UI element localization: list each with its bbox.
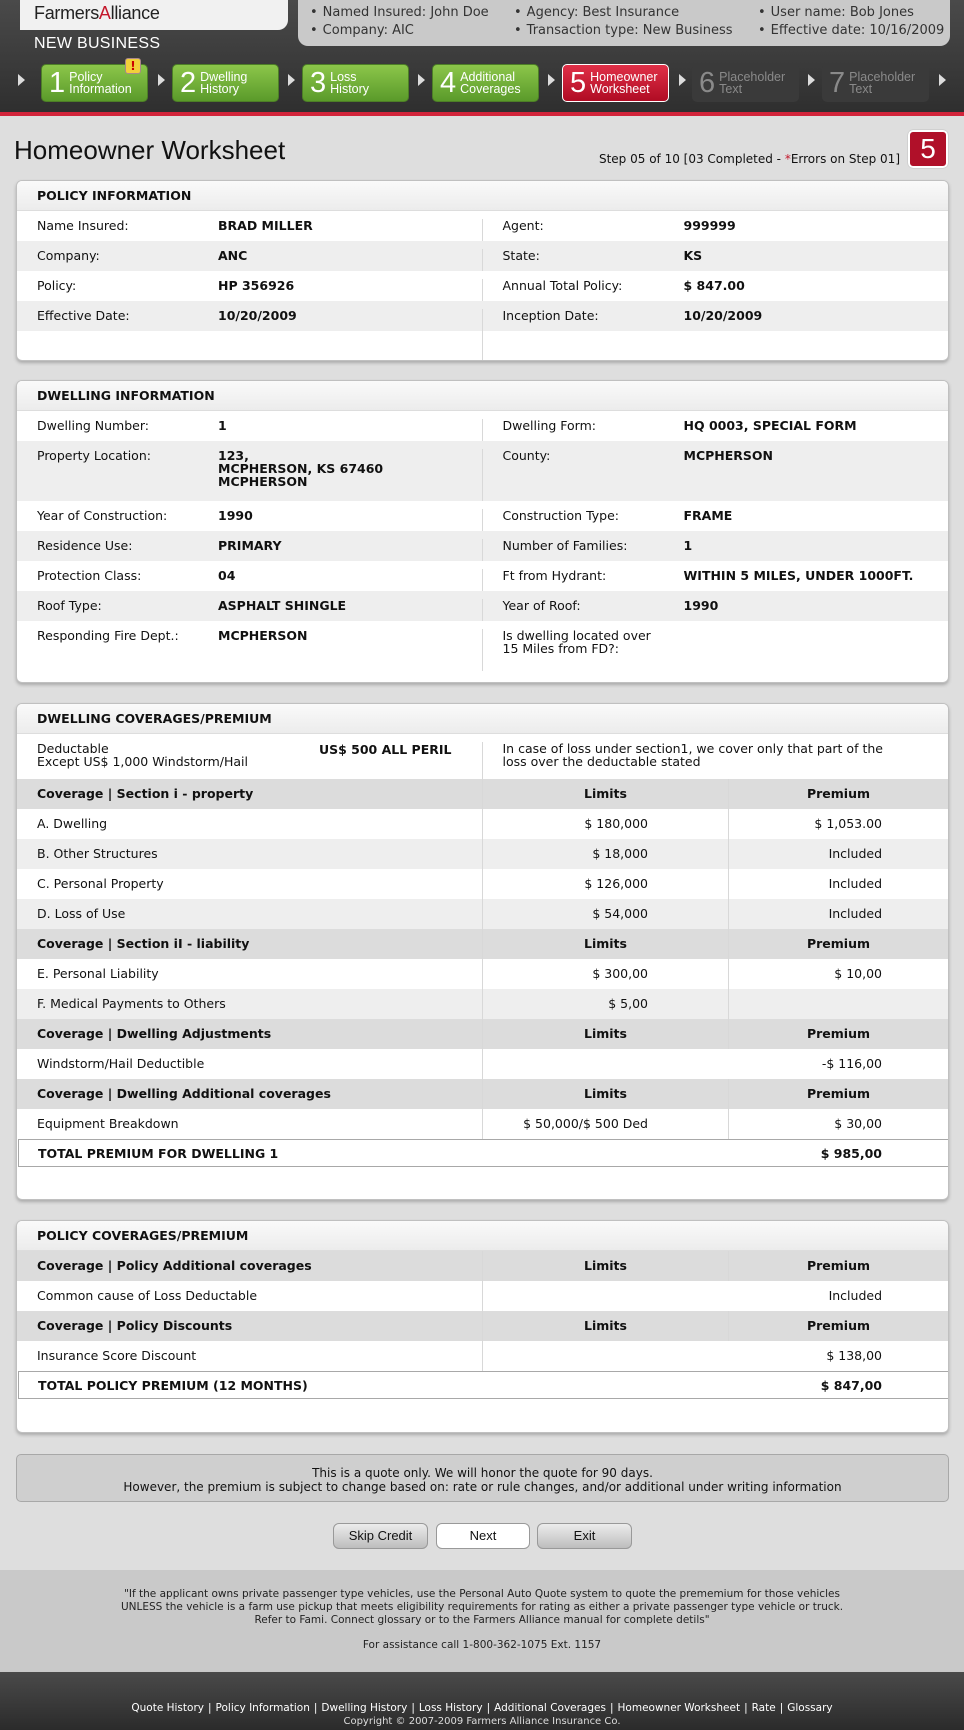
link-separator: | bbox=[779, 1702, 784, 1714]
coverage-row bbox=[17, 1049, 948, 1079]
next-arrow-icon[interactable] bbox=[939, 74, 946, 86]
panel-heading: DWELLING INFORMATION bbox=[17, 381, 948, 411]
step-7-placeholder[interactable]: 7 Placeholder Text bbox=[822, 64, 929, 102]
policy-information-panel bbox=[16, 180, 949, 361]
app-header bbox=[0, 0, 964, 115]
info-right bbox=[483, 279, 949, 301]
field-value: 1 bbox=[683, 538, 693, 553]
field-value: MCPHERSON bbox=[683, 448, 773, 463]
coverage-row bbox=[17, 839, 948, 869]
warning-icon: ! bbox=[125, 58, 141, 74]
agency-info: • Agency: Best Insurance bbox=[514, 5, 679, 20]
info-right bbox=[483, 599, 949, 621]
info-left bbox=[17, 599, 483, 621]
next-button[interactable]: Next bbox=[436, 1523, 530, 1549]
info-right bbox=[483, 219, 949, 241]
field-value: 999999 bbox=[683, 218, 736, 233]
link-separator: | bbox=[744, 1702, 748, 1714]
info-row bbox=[17, 441, 948, 501]
coverage-premium: $ 138,00 bbox=[826, 1348, 882, 1363]
footer-link-policy-information[interactable]: Policy Information bbox=[215, 1702, 310, 1714]
coverage-name: A. Dwelling bbox=[17, 809, 483, 839]
premium-header: Premium bbox=[806, 1086, 871, 1101]
coverage-name: Insurance Score Discount bbox=[17, 1341, 483, 1371]
field-label: Responding Fire Dept.: bbox=[37, 628, 179, 643]
step-arrow-icon bbox=[418, 74, 425, 86]
field-label: Effective Date: bbox=[37, 308, 130, 323]
field-value: MCPHERSON bbox=[218, 628, 308, 643]
coverage-name: Equipment Breakdown bbox=[17, 1109, 483, 1139]
info-right bbox=[483, 509, 949, 531]
info-right bbox=[483, 539, 949, 561]
field-label: State: bbox=[502, 248, 540, 263]
coverage-name: F. Medical Payments to Others bbox=[17, 989, 483, 1019]
limits-header: Limits bbox=[483, 1019, 729, 1049]
deductible-note: In case of loss under section1, we cover only that part of the loss over the deductable stated bbox=[502, 741, 883, 769]
coverage-premium: -$ 116,00 bbox=[821, 1056, 882, 1071]
field-value: HP 356926 bbox=[218, 278, 295, 293]
field-label: Roof Type: bbox=[37, 598, 102, 613]
step-status: Step 05 of 10 [03 Completed - *Errors on Step 01] bbox=[598, 152, 900, 166]
info-right bbox=[483, 309, 949, 331]
field-label: Company: bbox=[37, 248, 100, 263]
coverage-row bbox=[17, 1341, 948, 1371]
coverage-name: Windstorm/Hail Deductible bbox=[17, 1049, 483, 1079]
field-value: 1 bbox=[218, 418, 227, 433]
field-label: Dwelling Form: bbox=[502, 418, 596, 433]
panel-heading: DWELLING COVERAGES/PREMIUM bbox=[17, 704, 948, 734]
step-2-dwelling-history[interactable]: 2 Dwelling History bbox=[172, 64, 279, 102]
limits-header: Limits bbox=[483, 929, 729, 959]
coverage-premium: Included bbox=[828, 1288, 882, 1303]
field-value: 123, MCPHERSON, KS 67460 MCPHERSON bbox=[218, 448, 384, 489]
coverage-name: Common cause of Loss Deductable bbox=[17, 1281, 483, 1311]
coverage-limit: $ 18,000 bbox=[483, 839, 729, 869]
coverage-name: B. Other Structures bbox=[17, 839, 483, 869]
field-value: WITHIN 5 MILES, UNDER 1000FT. bbox=[683, 568, 914, 583]
coverage-row bbox=[17, 1109, 948, 1139]
field-value: 04 bbox=[218, 568, 236, 583]
premium-header: Premium bbox=[806, 1258, 871, 1273]
named-insured-info: • Named Insured: John Doe bbox=[310, 5, 489, 20]
field-label: Dwelling Number: bbox=[37, 418, 149, 433]
info-left bbox=[17, 569, 483, 591]
quote-notice: This is a quote only. We will honor the quote for 90 days. However, the premium is subject to change based on: rate or rule changes, and/or additional under writing information bbox=[16, 1454, 949, 1502]
premium-header: Premium bbox=[806, 1318, 871, 1333]
link-separator: | bbox=[486, 1702, 491, 1714]
field-label: Annual Total Policy: bbox=[502, 278, 623, 293]
link-separator: | bbox=[313, 1702, 318, 1714]
assistance-phone: For assistance call 1-800-362-1075 Ext. 1157 bbox=[362, 1639, 602, 1651]
section-title: Coverage | Dwelling Additional coverages bbox=[17, 1079, 483, 1109]
section-label: NEW BUSINESS bbox=[34, 35, 161, 52]
section-title: Coverage | Section i - property bbox=[17, 779, 483, 809]
field-label: Property Location: bbox=[37, 448, 151, 463]
total-premium-row bbox=[18, 1139, 949, 1167]
coverage-name: D. Loss of Use bbox=[17, 899, 483, 929]
header-divider bbox=[0, 112, 964, 116]
section-title: Coverage | Dwelling Adjustments bbox=[17, 1019, 483, 1049]
field-value: 10/20/2009 bbox=[218, 308, 297, 323]
info-left bbox=[17, 219, 483, 241]
field-label: Name Insured: bbox=[37, 218, 129, 233]
field-value: ANC bbox=[218, 248, 248, 263]
total-label: TOTAL PREMIUM FOR DWELLING 1 bbox=[38, 1145, 279, 1161]
field-value: 1990 bbox=[218, 508, 253, 523]
section-title: Coverage | Policy Additional coverages bbox=[17, 1251, 483, 1281]
step-arrow-icon bbox=[548, 74, 555, 86]
coverage-row bbox=[17, 869, 948, 899]
info-row bbox=[17, 621, 948, 671]
field-label: Residence Use: bbox=[37, 538, 133, 553]
field-value: $ 847.00 bbox=[683, 278, 745, 293]
info-right bbox=[483, 569, 949, 591]
total-value: $ 985,00 bbox=[820, 1145, 882, 1161]
dwelling-coverages-panel bbox=[16, 703, 949, 1200]
transaction-info: • Transaction type: New Business bbox=[514, 23, 733, 38]
coverage-premium: $ 30,00 bbox=[834, 1116, 882, 1131]
limits-header: Limits bbox=[483, 1311, 729, 1341]
field-label: Inception Date: bbox=[502, 308, 599, 323]
farmers-alliance-logo[interactable]: FarmersAlliance bbox=[34, 3, 160, 23]
user-info: • User name: Bob Jones bbox=[758, 5, 914, 20]
field-value: 10/20/2009 bbox=[683, 308, 763, 323]
info-left bbox=[17, 279, 483, 301]
info-left bbox=[17, 309, 483, 331]
page-title: Homeowner Worksheet bbox=[14, 135, 286, 165]
exit-button[interactable]: Exit bbox=[537, 1523, 632, 1549]
step-1-policy-information[interactable]: 1 Policy Information bbox=[41, 64, 148, 102]
info-row bbox=[17, 411, 948, 441]
info-right bbox=[483, 449, 949, 501]
info-row bbox=[17, 211, 948, 241]
field-label: Year of Construction: bbox=[37, 508, 168, 523]
skip-credit-button[interactable]: Skip Credit bbox=[333, 1523, 428, 1549]
info-row bbox=[17, 301, 948, 331]
coverage-name: E. Personal Liability bbox=[17, 959, 483, 989]
field-label: Ft from Hydrant: bbox=[502, 568, 607, 583]
field-label: County: bbox=[502, 448, 551, 463]
field-value: PRIMARY bbox=[218, 538, 282, 553]
step-5-homeowner-worksheet[interactable]: 5 Homeowner Worksheet bbox=[562, 64, 669, 102]
field-value: 1990 bbox=[683, 598, 719, 613]
coverage-premium: Included bbox=[828, 906, 882, 921]
info-left bbox=[17, 419, 483, 441]
info-right bbox=[483, 419, 949, 441]
company-info: • Company: AIC bbox=[310, 23, 414, 38]
coverage-row bbox=[17, 1281, 948, 1311]
field-value: BRAD MILLER bbox=[218, 218, 313, 233]
section-header-row bbox=[17, 1311, 948, 1341]
link-separator: | bbox=[609, 1702, 614, 1714]
coverage-row bbox=[17, 989, 948, 1019]
policy-coverages-panel bbox=[16, 1220, 949, 1433]
field-value: FRAME bbox=[683, 508, 733, 523]
info-left bbox=[17, 249, 483, 271]
coverage-premium: $ 10,00 bbox=[834, 966, 882, 981]
info-row bbox=[17, 241, 948, 271]
field-value: HQ 0003, SPECIAL FORM bbox=[683, 418, 857, 433]
deductible-label: Deductable Except US$ 1,000 Windstorm/Hail bbox=[37, 741, 249, 769]
footer-link-homeowner-worksheet[interactable]: Homeowner Worksheet bbox=[617, 1702, 741, 1714]
info-right bbox=[483, 249, 949, 271]
coverage-limit: $ 5,00 bbox=[483, 989, 729, 1019]
info-row bbox=[17, 501, 948, 531]
deductible-row bbox=[17, 734, 948, 779]
step-arrow-icon bbox=[679, 74, 686, 86]
step-arrow-icon bbox=[808, 74, 815, 86]
info-right bbox=[483, 629, 949, 671]
coverage-premium: Included bbox=[828, 846, 882, 861]
panel-heading: POLICY INFORMATION bbox=[17, 181, 948, 211]
section-header-row bbox=[17, 1251, 948, 1281]
premium-header: Premium bbox=[806, 1026, 871, 1041]
info-left bbox=[17, 539, 483, 561]
effective-date-info: • Effective date: 10/16/2009 bbox=[758, 23, 944, 38]
section-title: Coverage | Policy Discounts bbox=[17, 1311, 483, 1341]
footer-link-loss-history[interactable]: Loss History bbox=[418, 1702, 483, 1714]
footer-link-glossary[interactable]: Glossary bbox=[787, 1702, 833, 1714]
info-left bbox=[17, 449, 483, 501]
disclaimer: "If the applicant owns private passenger type vehicles, use the Personal Auto Quote system to quote the prememium for those vehicles UNLESS the vehicle is a farm use pickup that meets eligibility requirements for rating as either a private passenger type vehicle or truck. Refer to Fami. Connect glossary or to the Farmers Alliance manual for complete detils" For assistance call 1-800-362-1075 Ext. 1157 bbox=[0, 1570, 964, 1672]
step-6-placeholder[interactable]: 6 Placeholder Text bbox=[692, 64, 799, 102]
total-premium-row bbox=[18, 1371, 949, 1399]
limits-header: Limits bbox=[483, 1079, 729, 1109]
field-value: KS bbox=[683, 248, 703, 263]
limits-header: Limits bbox=[483, 1251, 729, 1281]
section-header-row bbox=[17, 1019, 948, 1049]
coverage-row bbox=[17, 959, 948, 989]
footer-link-rate[interactable]: Rate bbox=[751, 1702, 776, 1714]
coverage-limit: $ 54,000 bbox=[483, 899, 729, 929]
coverage-limit: $ 180,000 bbox=[483, 809, 729, 839]
field-label: Protection Class: bbox=[37, 568, 142, 583]
info-left bbox=[17, 629, 483, 671]
footer-link-additional-coverages[interactable]: Additional Coverages bbox=[494, 1702, 606, 1714]
logo-area bbox=[20, 0, 288, 30]
field-label: Construction Type: bbox=[502, 508, 619, 523]
coverage-premium: Included bbox=[828, 876, 882, 891]
field-label: Agent: bbox=[502, 218, 544, 233]
copyright: Copyright © 2007-2009 Farmers Alliance Insurance Co. bbox=[343, 1716, 621, 1727]
panel-heading: POLICY COVERAGES/PREMIUM bbox=[17, 1221, 948, 1251]
step-arrow-icon bbox=[158, 74, 165, 86]
link-separator: | bbox=[207, 1702, 212, 1714]
section-title: Coverage | Section iI - liability bbox=[17, 929, 483, 959]
limits-header: Limits bbox=[483, 779, 729, 809]
coverage-limit: $ 300,00 bbox=[483, 959, 729, 989]
dwelling-information-panel bbox=[16, 380, 949, 683]
section-header-row bbox=[17, 929, 948, 959]
footer-link-quote-history[interactable]: Quote History bbox=[131, 1702, 204, 1714]
field-label: Number of Families: bbox=[502, 538, 628, 553]
coverage-row bbox=[17, 809, 948, 839]
field-label: Year of Roof: bbox=[502, 598, 581, 613]
field-label: Policy: bbox=[37, 278, 77, 293]
link-separator: | bbox=[411, 1702, 415, 1714]
total-value: $ 847,00 bbox=[820, 1377, 882, 1393]
coverage-row bbox=[17, 899, 948, 929]
info-left bbox=[17, 509, 483, 531]
step-badge: 5 bbox=[908, 130, 948, 168]
deductible-value: US$ 500 ALL PERIL bbox=[318, 742, 452, 757]
info-row bbox=[17, 271, 948, 301]
section-header-row bbox=[17, 1079, 948, 1109]
info-row bbox=[17, 531, 948, 561]
section-header-row bbox=[17, 779, 948, 809]
coverage-limit: $ 126,000 bbox=[483, 869, 729, 899]
info-row bbox=[17, 591, 948, 621]
footer-link-dwelling-history[interactable]: Dwelling History bbox=[321, 1702, 408, 1714]
prev-arrow-icon[interactable] bbox=[18, 74, 25, 86]
coverage-premium: $ 1,053.00 bbox=[814, 816, 882, 831]
field-label: Is dwelling located over 15 Miles from FD?: bbox=[502, 628, 651, 656]
session-info bbox=[298, 0, 950, 46]
step-4-additional-coverages[interactable]: 4 Additional Coverages bbox=[432, 64, 539, 102]
coverage-name: C. Personal Property bbox=[17, 869, 483, 899]
coverage-limit: $ 50,000/$ 500 Ded bbox=[483, 1109, 729, 1139]
step-3-loss-history[interactable]: 3 Loss History bbox=[302, 64, 409, 102]
info-row bbox=[17, 561, 948, 591]
step-arrow-icon bbox=[288, 74, 295, 86]
field-value: ASPHALT SHINGLE bbox=[218, 598, 347, 613]
premium-header: Premium bbox=[806, 786, 871, 801]
total-label: TOTAL POLICY PREMIUM (12 MONTHS) bbox=[38, 1377, 308, 1393]
premium-header: Premium bbox=[806, 936, 871, 951]
